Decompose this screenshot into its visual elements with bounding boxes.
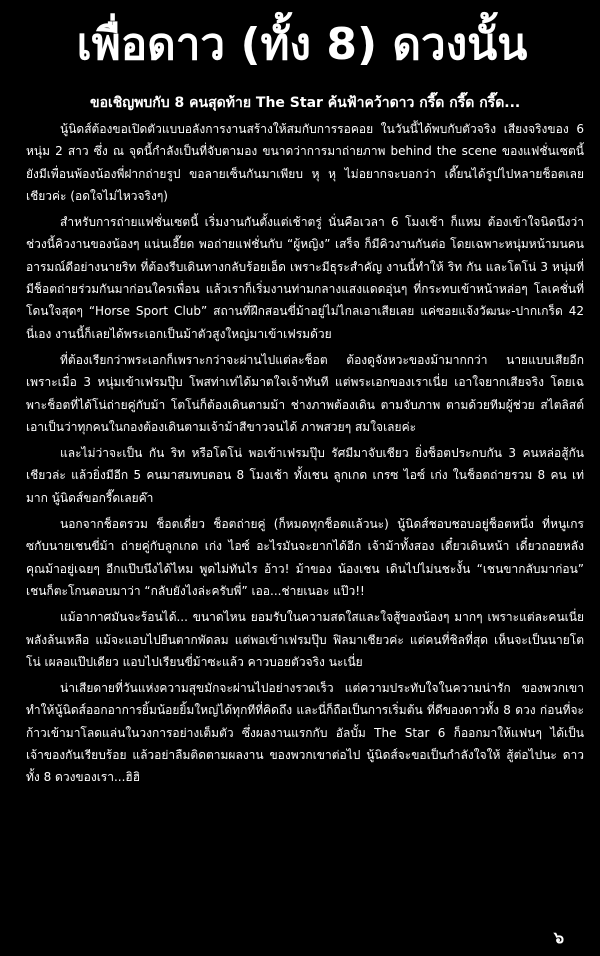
article-body — [26, 118, 584, 789]
paragraph-6: แม้อากาศมันจะร้อนได้... ขนาดไหน ยอมรับในความสดใสและใจสู้ของน้องๆ มากๆ เพราะแต่ละคนเนี่ย พลังล้นเหลือ แม้จะแอบไปยืนตากพัดลม แต่พอเข้าเฟรมปุ๊บ ฟิลมาเชียวค่ะ แต่คนที่ชิลที่สุด เห็นจะเป็นนายโตโน่ เผลอแป๊ปเดียว แอบไปเรียนขี่ม้าซะแล้ว คาวบอยตัวจริง นะเนี่ย — [26, 610, 584, 669]
article-headline: เพื่อดาว (ทั้ง 8) ดวงนั้น — [76, 19, 528, 70]
paragraph-2: สำหรับการถ่ายแฟชั่นเซตนี้ เริ่มงานกันตั้งแต่เช้าตรู่ นั่นคือเวลา 6 โมงเช้า ก็แหม ต้องเข้าใจนิดนึงว่า ช่วงนี้คิวงานของน้องๆ แน่นเอี๊ยด พอถ่ายแฟชั่นกับ “ผู้หญิง” เสร็จ ก็มีคิวงานกันต่อ โดยเฉพาะหนุ่มหน้ามนคนอารมณ์ดีอย่างนายริท ที่ต้องรีบเดินทางกลับร้อยเอ็ด เพราะมีธุระสำคัญ งานนี้ทำให้ ริท กัน และโตโน่ 3 หนุ่มที่มีช็อตถ่ายร่วมกันมาก่อนใครเพื่อน แล้วเราก็เริ่มงานท่ามกลางแสงแดดอุ่นๆ ที่กระทบเข้าหน้าหล่อๆ โลเคชั่นที่โดนใจสุดๆ “Horse Sport Club” สถานที่ฝึกสอนขี่ม้าอยู่ไม่ไกลเอาเสียเลย แค่ซอยแจ้งวัฒนะ-ปากเกร็ด 42 นี่เอง งานนี้ก็เลยได้พระเอกเป็นม้าตัวสูงใหญ่มาเข้าเฟรมด้วย — [26, 215, 584, 341]
paragraph-7: น่าเสียดายที่วันแห่งความสุขมักจะผ่านไปอย่างรวดเร็ว แต่ความประทับใจในความน่ารัก ของพวกเขา ทำให้นู้นิดส์ออกอาการยิ้มน้อยยิ้มใหญ่ได้ทุกทีที่คิดถึง และนี่ก็ถือเป็นการเริ่มต้น ที่ดีของดาวทั้ง 8 ดวง ก่อนที่จะก้าวเข้ามาโลดแล่นในวงการอย่างเต็มตัว ซึ่งผลงานแรกกับ อัลบั้ม The Star 6 ก็ออกมาให้แฟนๆ ได้เป็นเจ้าของกันเรียบร้อย แล้วอย่าลืมติดตามผลงาน ของพวกเขาต่อไป นู้นิดส์จะขอเป็นกำลังใจให้ สู้ต่อไปนะ ดาวทั้ง 8 ดวงของเรา...ฮิฮิ — [26, 681, 584, 785]
page-number: ๖ — [553, 928, 564, 947]
article-subhead: ขอเชิญพบกับ 8 คนสุดท้าย The Star ค้นฟ้าคว้าดาว กรี๊ด กรี๊ด กรี๊ด... — [90, 95, 521, 111]
paragraph-5: นอกจากช็อตรวม ช็อตเดี่ยว ช็อตถ่ายคู่ (ก็หมดทุกช็อตแล้วนะ) นู้นิดส์ชอบชอบอยู่ช็อตหนึ่ง ที่หนูเกรซกับนายเชนขี่ม้า ถ่ายคู่กับลูกเกด เก่ง ไอซ์ อะไรมันจะยากได้อีก เจ้าม้าทั้งสอง เดี๋ยวเดินหน้า เดี๋ยวถอยหลัง คุณม้าอยู่เฉยๆ อีกแป๊บนึงได้ไหม พูดไม่ทันไร อ้าว! ม้าของ น้องเชน เดินไปไม่นชะงั้น “เชนขากลับมาก่อน” เชนก็ตะโกนตอบมาว่า “กลับยังไงล่ะครับพี่” เออ...ช่ายเนอะ แป๊ว!! — [26, 517, 584, 598]
paragraph-3: ที่ต้องเรียกว่าพระเอกก็เพราะกว่าจะผ่านไปแต่ละช็อต ต้องดูจังหวะของม้ามากกว่า นายแบบเสียอีก เพราะเมื่อ 3 หนุ่มเข้าเฟรมปุ๊บ โพสท่าเท่ได้มาตใจเจ้าทันที แต่พระเอกของเราเนี่ย เอาใจยากเสียจริง โดยเฉพาะช็อตที่ได้โน่ถ่ายคู่กับม้า โตโน่ก็ต้องเดินตามม้า ช่างภาพต้องเดิน ตามจับภาพ ตามด้วยทีมผู้ช่วย สไตลิสต์ เอาเป็นว่าทุกคนในกองต้องเดินตามเจ้าม้าสีขาวจนได้ ภาพสวยๆ สมใจเลยค่ะ — [26, 352, 584, 434]
paragraph-4: และไม่ว่าจะเป็น กัน ริท หรือโตโน่ พอเข้าเฟรมปุ๊บ รัศมีมาจับเชียว ยิ่งช็อตประกบกัน 3 คนหล่อสู้กันเชียวล่ะ แล้วยิ่งมีอีก 5 คนมาสมทบตอน 8 โมงเช้า ทั้งเชน ลูกเกด เกรซ ไอซ์ เก่ง ในช็อตถ่ายรวม 8 คน เท่มาก นู้นิดส์ขอกรี๊ดเลยค๊า — [26, 446, 584, 505]
paragraph-1: นู้นิดส์ต้องขอเปิดตัวแบบอลังการงานสร้างให้สมกับการรอคอย ในวันนี้ได้พบกับตัวจริง เสียงจริงของ 6 หนุ่ม 2 สาว ซึ่ง ณ จุดนี้กำลังเป็นที่จับตามอง ขนาดว่าการมาถ่ายภาพ behind the scene ของแฟชั่นเซตนี้ ยังมีเพื่อนพ้องน้องพี่ฝากถ่ายรูป ขอลายเซ็นกันมาเพียบ หุ หุ ไม่อยากจะบอกว่า เดี๊ยนได้รูปไปหลายช็อตเลยเชียวค่ะ (อดใจไม่ไหวจริงๆ) — [26, 122, 584, 203]
